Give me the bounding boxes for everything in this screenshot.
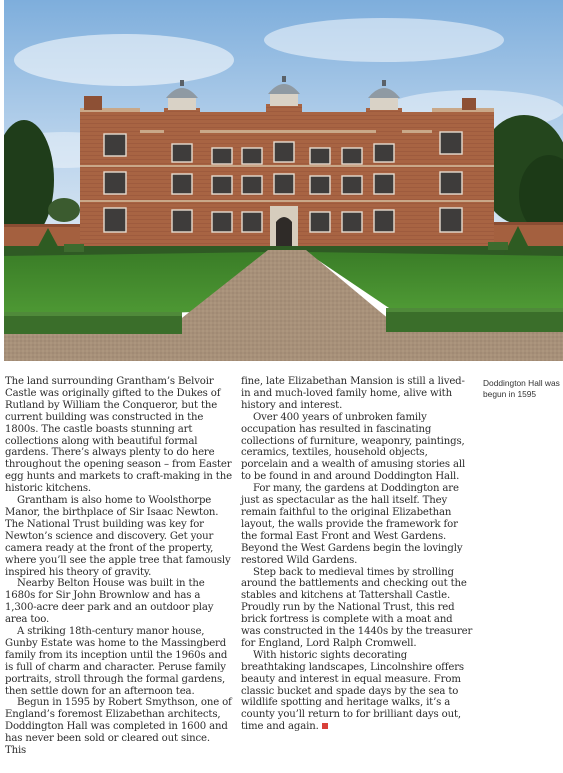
paragraph-gunby-estate: A striking 18th-century manor house, Gunby Estate was home to the Massingberd family from its inception until the 1960s and is full of charm and character. Peruse family portraits, stroll through the formal gardens, then settle down for an afternoon tea. xyxy=(5,626,228,697)
closing-text: With historic sights decorating breathtaking landscapes, Lincolnshire offers beauty and interest in equal measure. From classic bucket and spade days by the sea to wildlife spotting and heritage walks, it’s a county you’ll return to for brilliant days out, time and again. xyxy=(241,649,464,733)
paragraph-doddington-continued: fine, late Elizabethan Mansion is still a lived-in and much-loved family home, alive with history and interest. xyxy=(241,376,465,411)
paragraph-belvoir-castle: The land surrounding Grantham’s Belvoir Castle was originally gifted to the Dukes of Rutland by William the Conqueror, but the current building was constructed in the 1800s. The castle boasts stunning art collections along with beautiful formal gardens. There’s always plenty to do here throughout the opening season – from Easter egg hunts and markets to craft-making in the historic kitchens. xyxy=(5,376,232,495)
paragraph-lincolnshire-closing xyxy=(241,650,473,733)
paragraph-family-occupation: Over 400 years of unbroken family occupation has resulted in fascinating collections of furniture, weaponry, paintings, ceramics, textiles, household objects, porcelain and a wealth of amusing stories all to be found in and around Doddington Hall. xyxy=(241,411,466,483)
paragraph-doddington-begun: Begun in 1595 by Robert Smythson, one of England’s foremost Elizabethan architects, Doddington Hall was completed in 1600 and has never been sold or cleared out since. This xyxy=(5,697,232,757)
paragraph-doddington-gardens: For many, the gardens at Doddington are just as spectacular as the hall itself. They remain faithful to the original Elizabethan layout, the walls provide the framework for the formal East Front and West Gardens. Beyond the West Gardens begin the lovingly restored Wild Gardens. xyxy=(241,483,463,566)
article-column-left xyxy=(5,376,232,757)
doddington-hall-photo xyxy=(4,0,563,361)
paragraph-belton-house: Nearby Belton House was built in the 1680s for Sir John Brownlow and has a 1,300-acre deer park and an outdoor play area too. xyxy=(5,578,214,626)
paragraph-woolsthorpe-manor: Grantham is also home to Woolsthorpe Manor, the birthplace of Sir Isaac Newton. The National Trust building was key for Newton’s science and discovery. Get your camera ready at the front of the property, where you’ll see the apple tree that famously inspired his theory of gravity. xyxy=(5,495,231,578)
paragraph-tattershall-castle: Step back to medieval times by strolling around the battlements and checking out the stables and kitchens at Tattershall Castle. Proudly run by the National Trust, this red brick fortress is complete with a moat and was constructed in the 1440s by the treasurer for England, Lord Ralph Cromwell. xyxy=(241,566,473,649)
photo-caption: Doddington Hall was begun in 1595 xyxy=(483,378,560,399)
article-column-right xyxy=(241,376,473,733)
end-of-article-mark xyxy=(322,723,328,729)
